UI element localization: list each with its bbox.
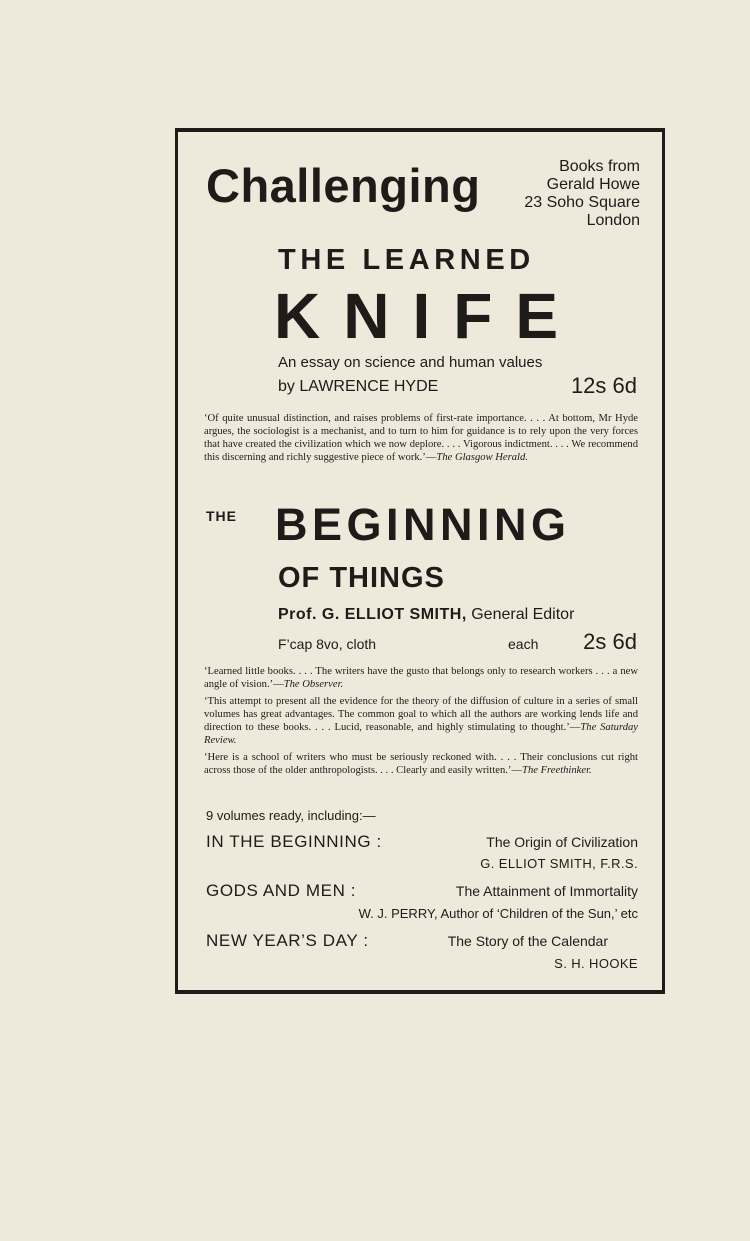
book-subtitle: An essay on science and human values <box>278 354 543 371</box>
publisher-line: London <box>586 212 640 229</box>
review-source: The Glasgow Herald. <box>436 452 528 463</box>
review-quote <box>204 751 638 777</box>
volume-author: S. H. HOOKE <box>554 956 638 971</box>
editor-name: Prof. G. ELLIOT SMITH, <box>278 606 467 623</box>
review-quote <box>204 665 638 691</box>
review-source: The Saturday Review. <box>204 722 638 746</box>
volume-title-text: IN THE BEGINNING : <box>206 832 382 851</box>
book-title-line2: KNIFE <box>274 280 581 352</box>
volume-subtitle: The Story of the Calendar <box>447 933 608 949</box>
review-text: ‘Learned little books. . . . The writers have the gusto that belongs only to research workers . . . a new angle of vision.’— <box>204 666 638 690</box>
series-title-line1: BEGINNING <box>275 499 571 550</box>
editor-role: General Editor <box>471 606 575 623</box>
book-title-line1: THE LEARNED <box>278 244 535 276</box>
publisher-line: 23 Soho Square <box>524 194 640 211</box>
volumes-ready-line: 9 volumes ready, including:— <box>206 808 376 823</box>
volume-title <box>206 832 382 852</box>
series-title-line2: OF THINGS <box>278 562 445 594</box>
volume-subtitle: The Attainment of Immortality <box>455 883 638 899</box>
review-source: The Observer. <box>283 679 344 690</box>
volume-title-text: GODS AND MEN : <box>206 881 357 900</box>
book-price: 12s 6d <box>570 373 637 398</box>
review-text: ‘Of quite unusual distinction, and raises problems of first-rate importance. . . . At bottom, Mr Hyde argues, the sociologist is a mechanist, and to turn to him for guidance is to rely upon the very forces that have created the civilization which we now deplore. . . . Vigorous indictment. . . . We recommend this discerning and richly suggestive piece of work.’— <box>204 413 638 463</box>
advertisement-frame <box>175 128 665 994</box>
volume-title-text: NEW YEAR’S DAY : <box>206 931 369 950</box>
volume-subtitle: The Origin of Civilization <box>486 834 638 850</box>
review-quote <box>204 412 638 464</box>
series-price: 2s 6d <box>583 629 637 654</box>
series-editor <box>278 606 574 624</box>
series-format: F’cap 8vo, cloth <box>278 636 377 652</box>
volume-title <box>206 881 356 901</box>
review-text: ‘Here is a school of writers who must be seriously reckoned with. . . . Their conclusions cut right across those of the older anthropologists. . . . Clearly and easily written.’— <box>204 752 638 776</box>
publisher-line: Books from <box>559 158 640 175</box>
review-source: The Freethinker. <box>522 765 592 776</box>
publisher-address <box>524 158 640 230</box>
volume-author: W. J. PERRY, Author of ‘Children of the Sun,’ etc <box>358 906 638 921</box>
volume-author: G. ELLIOT SMITH, F.R.S. <box>480 856 638 871</box>
header-title: Challenging <box>206 159 481 212</box>
series-each: each <box>508 636 539 652</box>
volume-title <box>206 931 369 951</box>
series-article: THE <box>206 508 237 524</box>
publisher-line: Gerald Howe <box>546 176 640 193</box>
review-quote <box>204 695 638 747</box>
book-author: by LAWRENCE HYDE <box>278 378 439 395</box>
review-text: ‘This attempt to present all the evidence for the theory of the diffusion of culture in a series of small volumes has great advantages. The common goal to which all the authors are working lends life and direction to these books. . . . Lucid, reasonable, and highly stimulating to thought.’— <box>204 696 638 733</box>
